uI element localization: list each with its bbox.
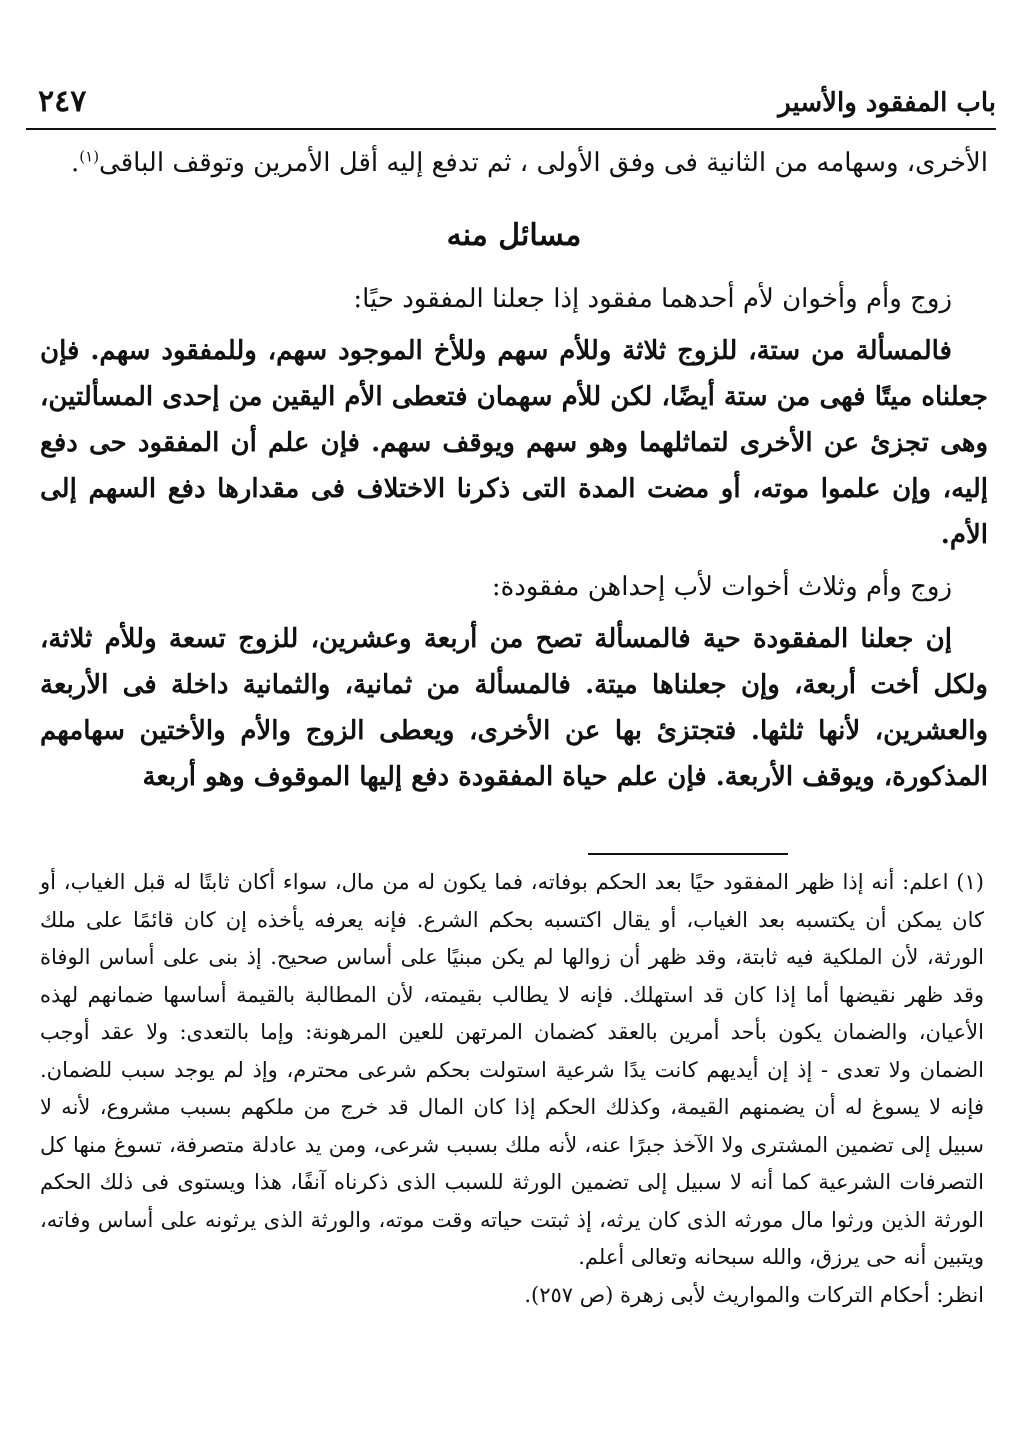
continuation-text: الأخرى، وسهامه من الثانية فى وفق الأولى ، ثم تدفع إليه أقل الأمرين وتوقف الباقى (99, 148, 988, 178)
section-heading: مسائل منه (446, 218, 582, 253)
footnote-reference-line: انظر: أحكام التركات والمواريث لأبى زهرة (ص ٢٥٧). (524, 1282, 984, 1307)
running-title: باب المفقود والأسير (778, 88, 996, 118)
page-header (26, 80, 996, 130)
problem1-title: زوج وأم وأخوان لأم أحدهما مفقود إذا جعلنا المفقود حيًا: (353, 284, 952, 314)
page-number: ٢٤٧ (38, 84, 87, 119)
footnote-reference: (١) (79, 147, 100, 166)
problem2-title: زوج وأم وثلاث أخوات لأب إحداهن مفقودة: (491, 572, 952, 602)
footnotes (40, 864, 984, 1314)
problem2-text: إن جعلنا المفقودة حية فالمسألة تصح من أربعة وعشرين، للزوج تسعة وللأم ثلاثة، ولكل أخت أربعة، وإن جعلناها ميتة. فالمسألة من ثمانية، والثمانية داخلة فى الأربعة والعشرين، لأنها ثلثها. فتجتزئ بها عن الأخرى، ويعطى الزوج والأم والأختين سهامهم المذكورة، ويوقف الأربعة. فإن علم حياة المفقودة دفع إليها الموقوف وهو أربعة (40, 624, 988, 792)
continuation-paragraph (40, 140, 988, 186)
problem1-text: فالمسألة من ستة، للزوج ثلاثة وللأم سهم وللأخ الموجود سهم، وللمفقود سهم. فإن جعلناه ميتًا فهى من ستة أيضًا، لكن للأم سهمان فتعطى الأم اليقين من إحدى المسألتين، وهى تجزئ عن الأخرى لتماثلهما وهو سهم ويوقف سهم. فإن علم أن المفقود حى دفع إليه، وإن علموا موته، أو مضت المدة التى ذكرنا الاختلاف فى مقدارها دفع السهم إلى الأم. (40, 336, 988, 550)
continuation-end: . (71, 148, 80, 178)
footnote-1: (١) اعلم: أنه إذا ظهر المفقود حيًا بعد الحكم بوفاته، فما يكون له من مال، سواء أكان ثابتًا له قبل الغياب، أو كان يمكن أن يكتسبه بعد الغياب، أو يقال اكتسبه بحكم الشرع. فإنه يعرفه يأخذه إن كان قائمًا على ملك الورثة، لأن الملكية فيه ثابتة، وقد ظهر أن زوالها لم يكن مبنيًا على أساس صحيح. إذ بنى على أساس الوفاة وقد ظهر نقيضها أما إذا كان قد استهلك. فإنه لا يطالب بقيمته، لأن المطالبة بالقيمة أساسها ضمانهم لهذه الأعيان، والضمان يكون بأحد أمرين بالعقد كضمان المرتهن للعين المرهونة: وإما بالتعدى: ولا عقد أوجب الضمان ولا تعدى - إذ إن أيديهم كانت يدًا شرعية استولت بحكم شرعى محترم، وإذ لم يوجد سبب للضمان. فإنه لا يسوغ له أن يضمنهم القيمة، وكذلك الحكم إذا كان المال قد خرج من ملكهم بسبب مشروع، لأنه لا سبيل إلى تضمين المشترى ولا الآخذ جبرًا عنه، لأنه ملك بسبب شرعى، ومن يد عادلة متصرفة، تسوغ منها كل التصرفات الشرعية كما أنه لا سبيل إلى تضمين الورثة للسبب الذى ذكرناه آنفًا، هذا ويستوى فى ذلك الحكم الورثة الذين ورثوا مال مورثه الذى كان يرثه، إذ ثبتت حياته وقت موته، والورثة الذى يرثونه على أساس وفاته، ويتبين أنه حى يرزق، والله سبحانه وتعالى أعلم. (40, 870, 984, 1269)
main-text (40, 140, 988, 800)
footnote-divider (588, 853, 788, 855)
